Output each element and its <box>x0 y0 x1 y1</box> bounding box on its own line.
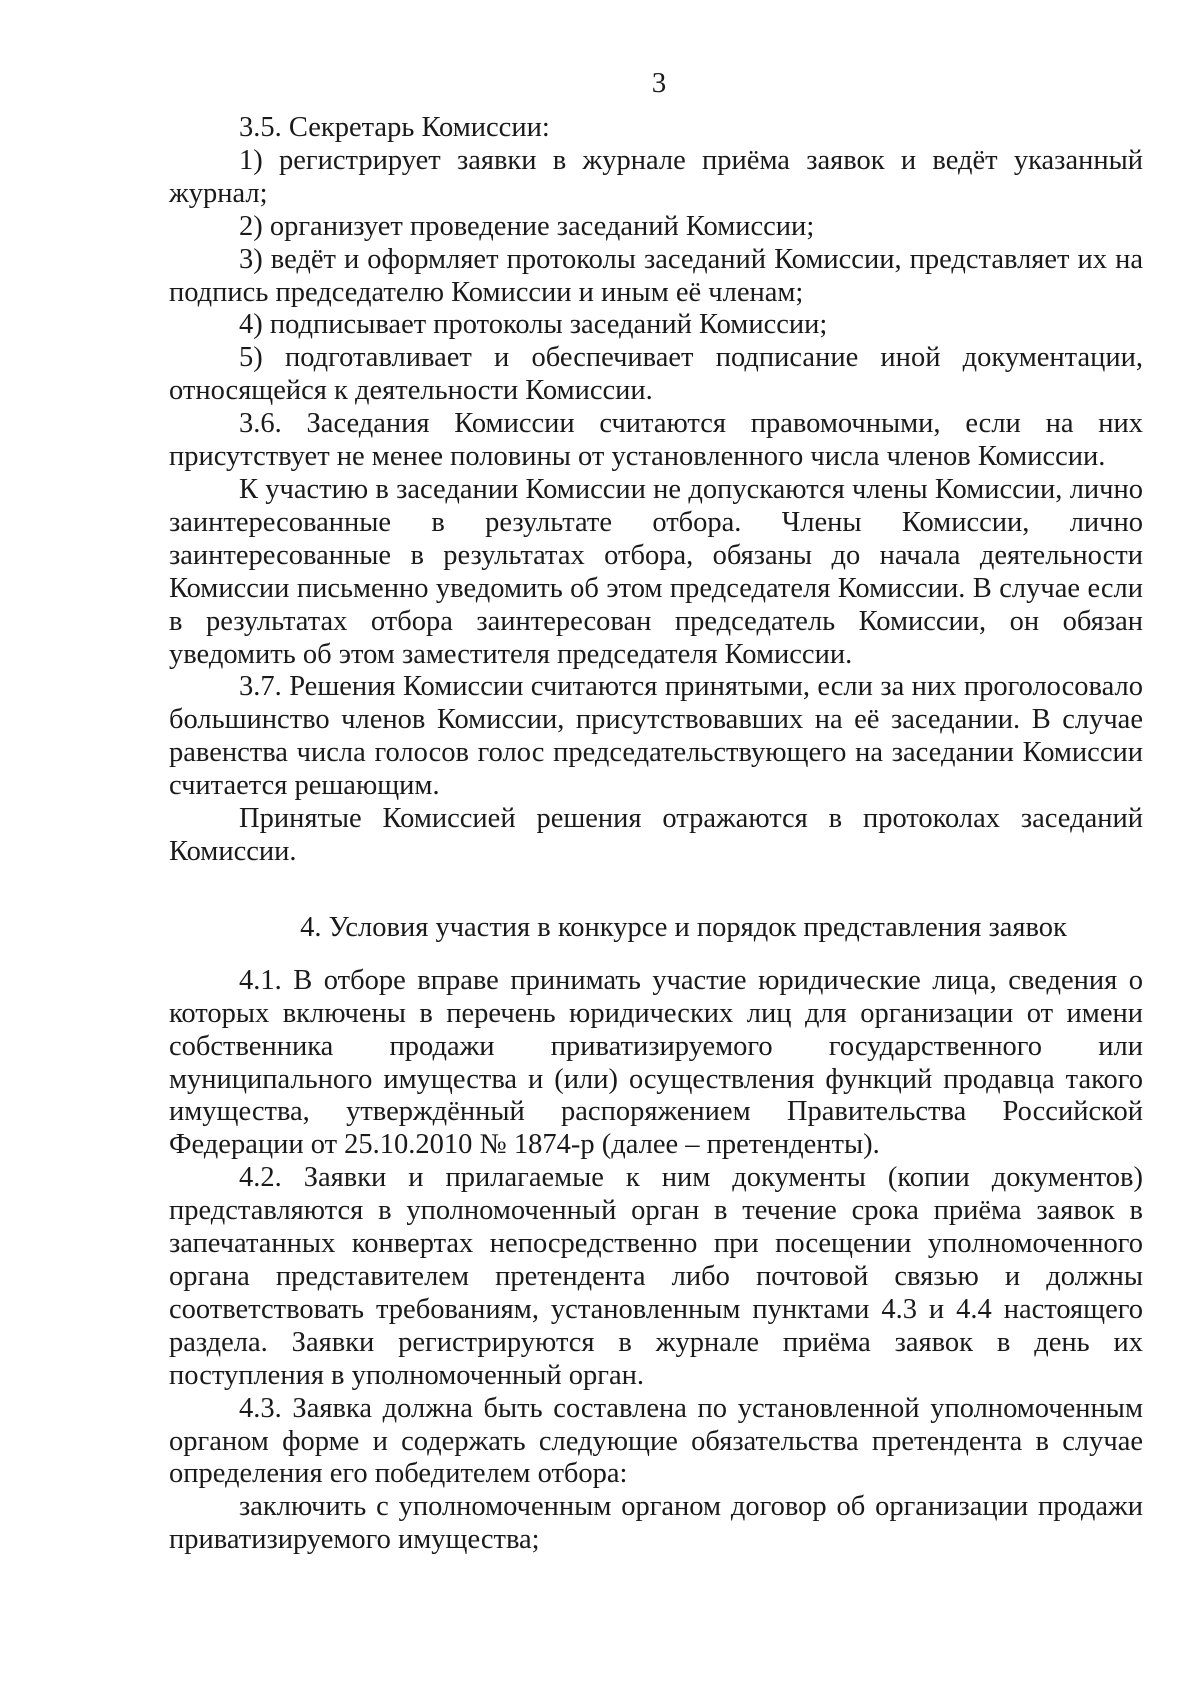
paragraph: 5) подготавливает и обеспечивает подписание иной документации, относящейся к деятельности Комиссии. <box>169 342 1143 407</box>
page-number: 3 <box>651 67 667 99</box>
paragraph: 4) подписывает протоколы заседаний Комиссии; <box>239 309 828 341</box>
paragraph: Принятые Комиссией решения отражаются в протоколах заседаний Комиссии. <box>169 803 1143 867</box>
document-body <box>169 112 1143 1557</box>
section-heading: 4. Условия участия в конкурсе и порядок представления заявок <box>300 911 1067 943</box>
paragraph: 3.6. Заседания Комиссии считаются правомочными, если на них присутствует не менее половины от установленного числа членов Комиссии. <box>169 408 1143 473</box>
paragraph: 4.2. Заявки и прилагаемые к ним документы (копии документов) представляются в уполномоченный орган в течение срока приёма заявок в запечатанных конвертах непосредственно при посещении уполномоченного органа представителем претендента либо почтовой связью и должны соответствовать требованиям, установленным пунктами 4.3 и 4.4 настоящего раздела. Заявки регистрируются в журнале приёма заявок в день их поступления в уполномоченный орган. <box>169 1162 1143 1391</box>
paragraph: 4.1. В отборе вправе принимать участие юридические лица, сведения о которых включены в перечень юридических лиц для организации от имени собственника продажи приватизируемого государственного или муниципального имущества и (или) осуществления функций продавца такого имущества, утверждённый распоряжением Правительства Российской Федерации от 25.10.2010 № 1874-р (далее – претенденты). <box>169 964 1143 1161</box>
paragraph: 2) организует проведение заседаний Комиссии; <box>239 210 815 242</box>
paragraph: 3) ведёт и оформляет протоколы заседаний Комиссии, представляет их на подпись председателю Комиссии и иным её членам; <box>169 243 1143 308</box>
paragraph: 1) регистрирует заявки в журнале приёма заявок и ведёт указанный журнал; <box>169 144 1143 209</box>
paragraph: 4.3. Заявка должна быть составлена по установленной уполномоченным органом форме и содержать следующие обязательства претендента в случае определения его победителем отбора: <box>169 1392 1143 1490</box>
paragraph: 3.5. Секретарь Комиссии: <box>239 112 550 143</box>
paragraph: заключить с уполномоченным органом договор об организации продажи приватизируемого имущества; <box>169 1491 1143 1556</box>
paragraph: К участию в заседании Комиссии не допускаются члены Комиссии, лично заинтересованные в результате отбора. Члены Комиссии, лично заинтересованные в результатах отбора, обязаны до начала деятельности Комиссии письменно уведомить об этом председателя Комиссии. В случае если в результатах отбора заинтересован председатель Комиссии, он обязан уведомить об этом заместителя председателя Комиссии. <box>169 473 1143 670</box>
paragraph: 3.7. Решения Комиссии считаются принятыми, если за них проголосовало большинство членов Комиссии, присутствовавших на её заседании. В случае равенства числа голосов голос председательствующего на заседании Комиссии считается решающим. <box>169 671 1143 802</box>
